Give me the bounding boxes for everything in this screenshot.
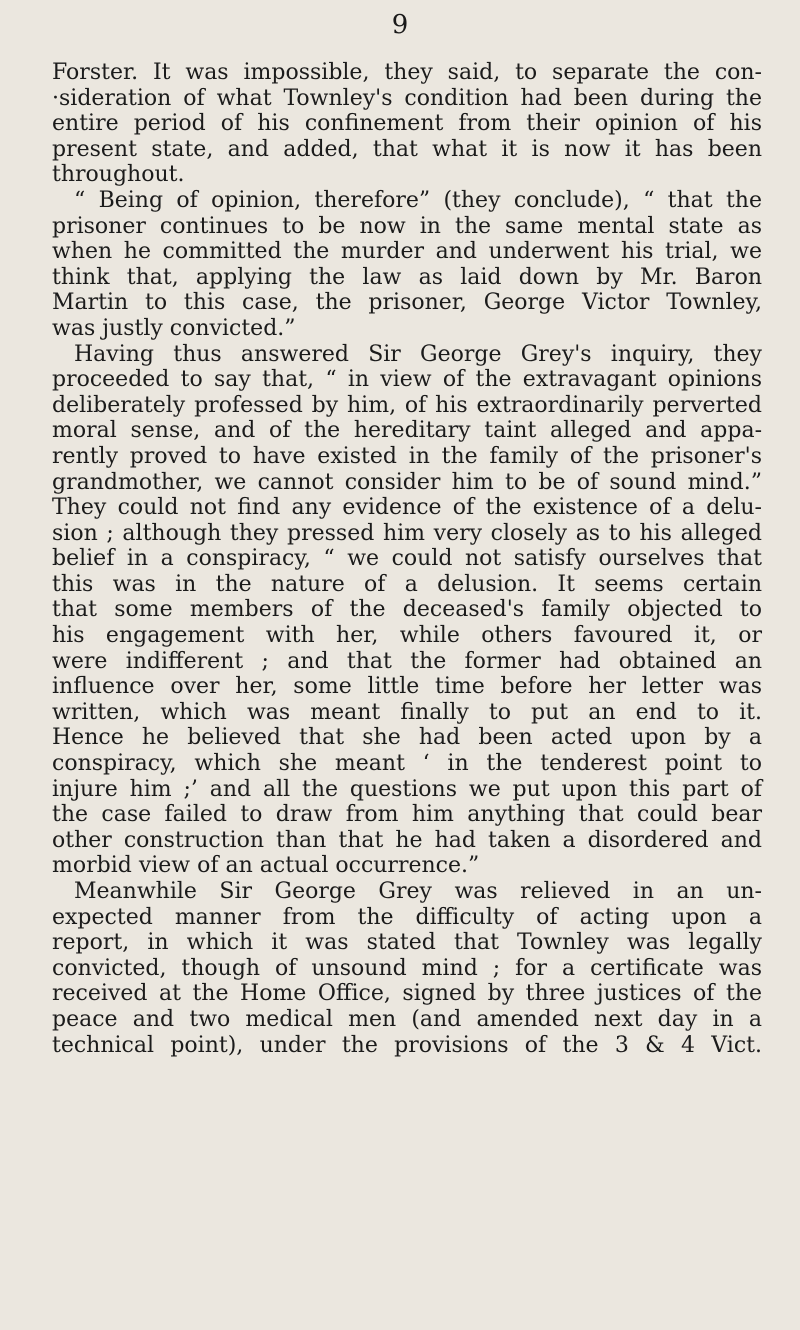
page-number: 9 [391,10,409,40]
text-line: report, in which it was stated that Townley was legally [52,930,762,956]
text-line: think that, applying the law as laid down by Mr. Baron [52,264,762,290]
text-line: rently proved to have existed in the family of the prisoner's [52,443,762,469]
body-text [52,60,762,1058]
text-line: belief in a conspiracy, “ we could not satisfy ourselves that [52,546,762,572]
text-line: prisoner continues to be now in the same mental state as [52,213,762,239]
text-line: when he committed the murder and underwent his trial, we [52,239,762,265]
text-line: conspiracy, which she meant ‘ in the tenderest point to [52,751,762,777]
text-line: his engagement with her, while others favoured it, or [52,623,762,649]
text-line: the case failed to draw from him anything that could bear [52,802,762,828]
text-line: peace and two medical men (and amended next day in a [52,1006,762,1032]
text-line: ·sideration of what Townley's condition had been during the [52,85,762,111]
text-line: expected manner from the difficulty of acting upon a [52,904,762,930]
text-line: deliberately professed by him, of his extraordinarily perverted [52,392,762,418]
text-line: morbid view of an actual occurrence.” [52,853,480,879]
text-line: Meanwhile Sir George Grey was relieved in an un- [74,879,762,904]
text-line: were indifferent ; and that the former had obtained an [52,648,762,674]
text-line: this was in the nature of a delusion. It seems certain [52,571,762,597]
text-line: written, which was meant finally to put an end to it. [52,699,762,725]
text-line: They could not find any evidence of the existence of a delu- [52,495,762,521]
text-line: Having thus answered Sir George Grey's inquiry, they [74,341,762,367]
text-line: influence over her, some little time before her letter was [52,674,762,700]
text-line: proceeded to say that, “ in view of the extravagant opinions [52,367,762,393]
text-line: sion ; although they pressed him very closely as to his alleged [52,520,762,546]
text-line: “ Being of opinion, therefore” (they conclude), “ that the [74,187,762,213]
text-line: injure him ;’ and all the questions we put upon this part of [52,776,762,802]
text-line: present state, and added, that what it is now it has been [52,136,762,162]
text-line: moral sense, and of the hereditary taint alleged and appa- [52,418,762,444]
text-line: other construction than that he had taken a disordered and [52,827,762,853]
text-line: Forster. It was impossible, they said, to separate the con- [52,60,762,85]
text-line: received at the Home Office, signed by three justices of the [52,981,762,1007]
text-line: Hence he believed that she had been acted upon by a [52,725,762,751]
text-line: technical point), under the provisions of the 3 & 4 Vict. [52,1032,762,1058]
text-line: was justly convicted.” [52,315,296,341]
text-line: Martin to this case, the prisoner, George Victor Townley, [52,290,762,316]
text-line: convicted, though of unsound mind ; for a certificate was [52,955,762,981]
text-line: entire period of his confinement from their opinion of his [52,111,762,137]
text-line: throughout. [52,162,185,188]
text-line: that some members of the deceased's family objected to [52,597,762,623]
text-line: grandmother, we cannot consider him to be of sound mind.” [52,469,762,495]
